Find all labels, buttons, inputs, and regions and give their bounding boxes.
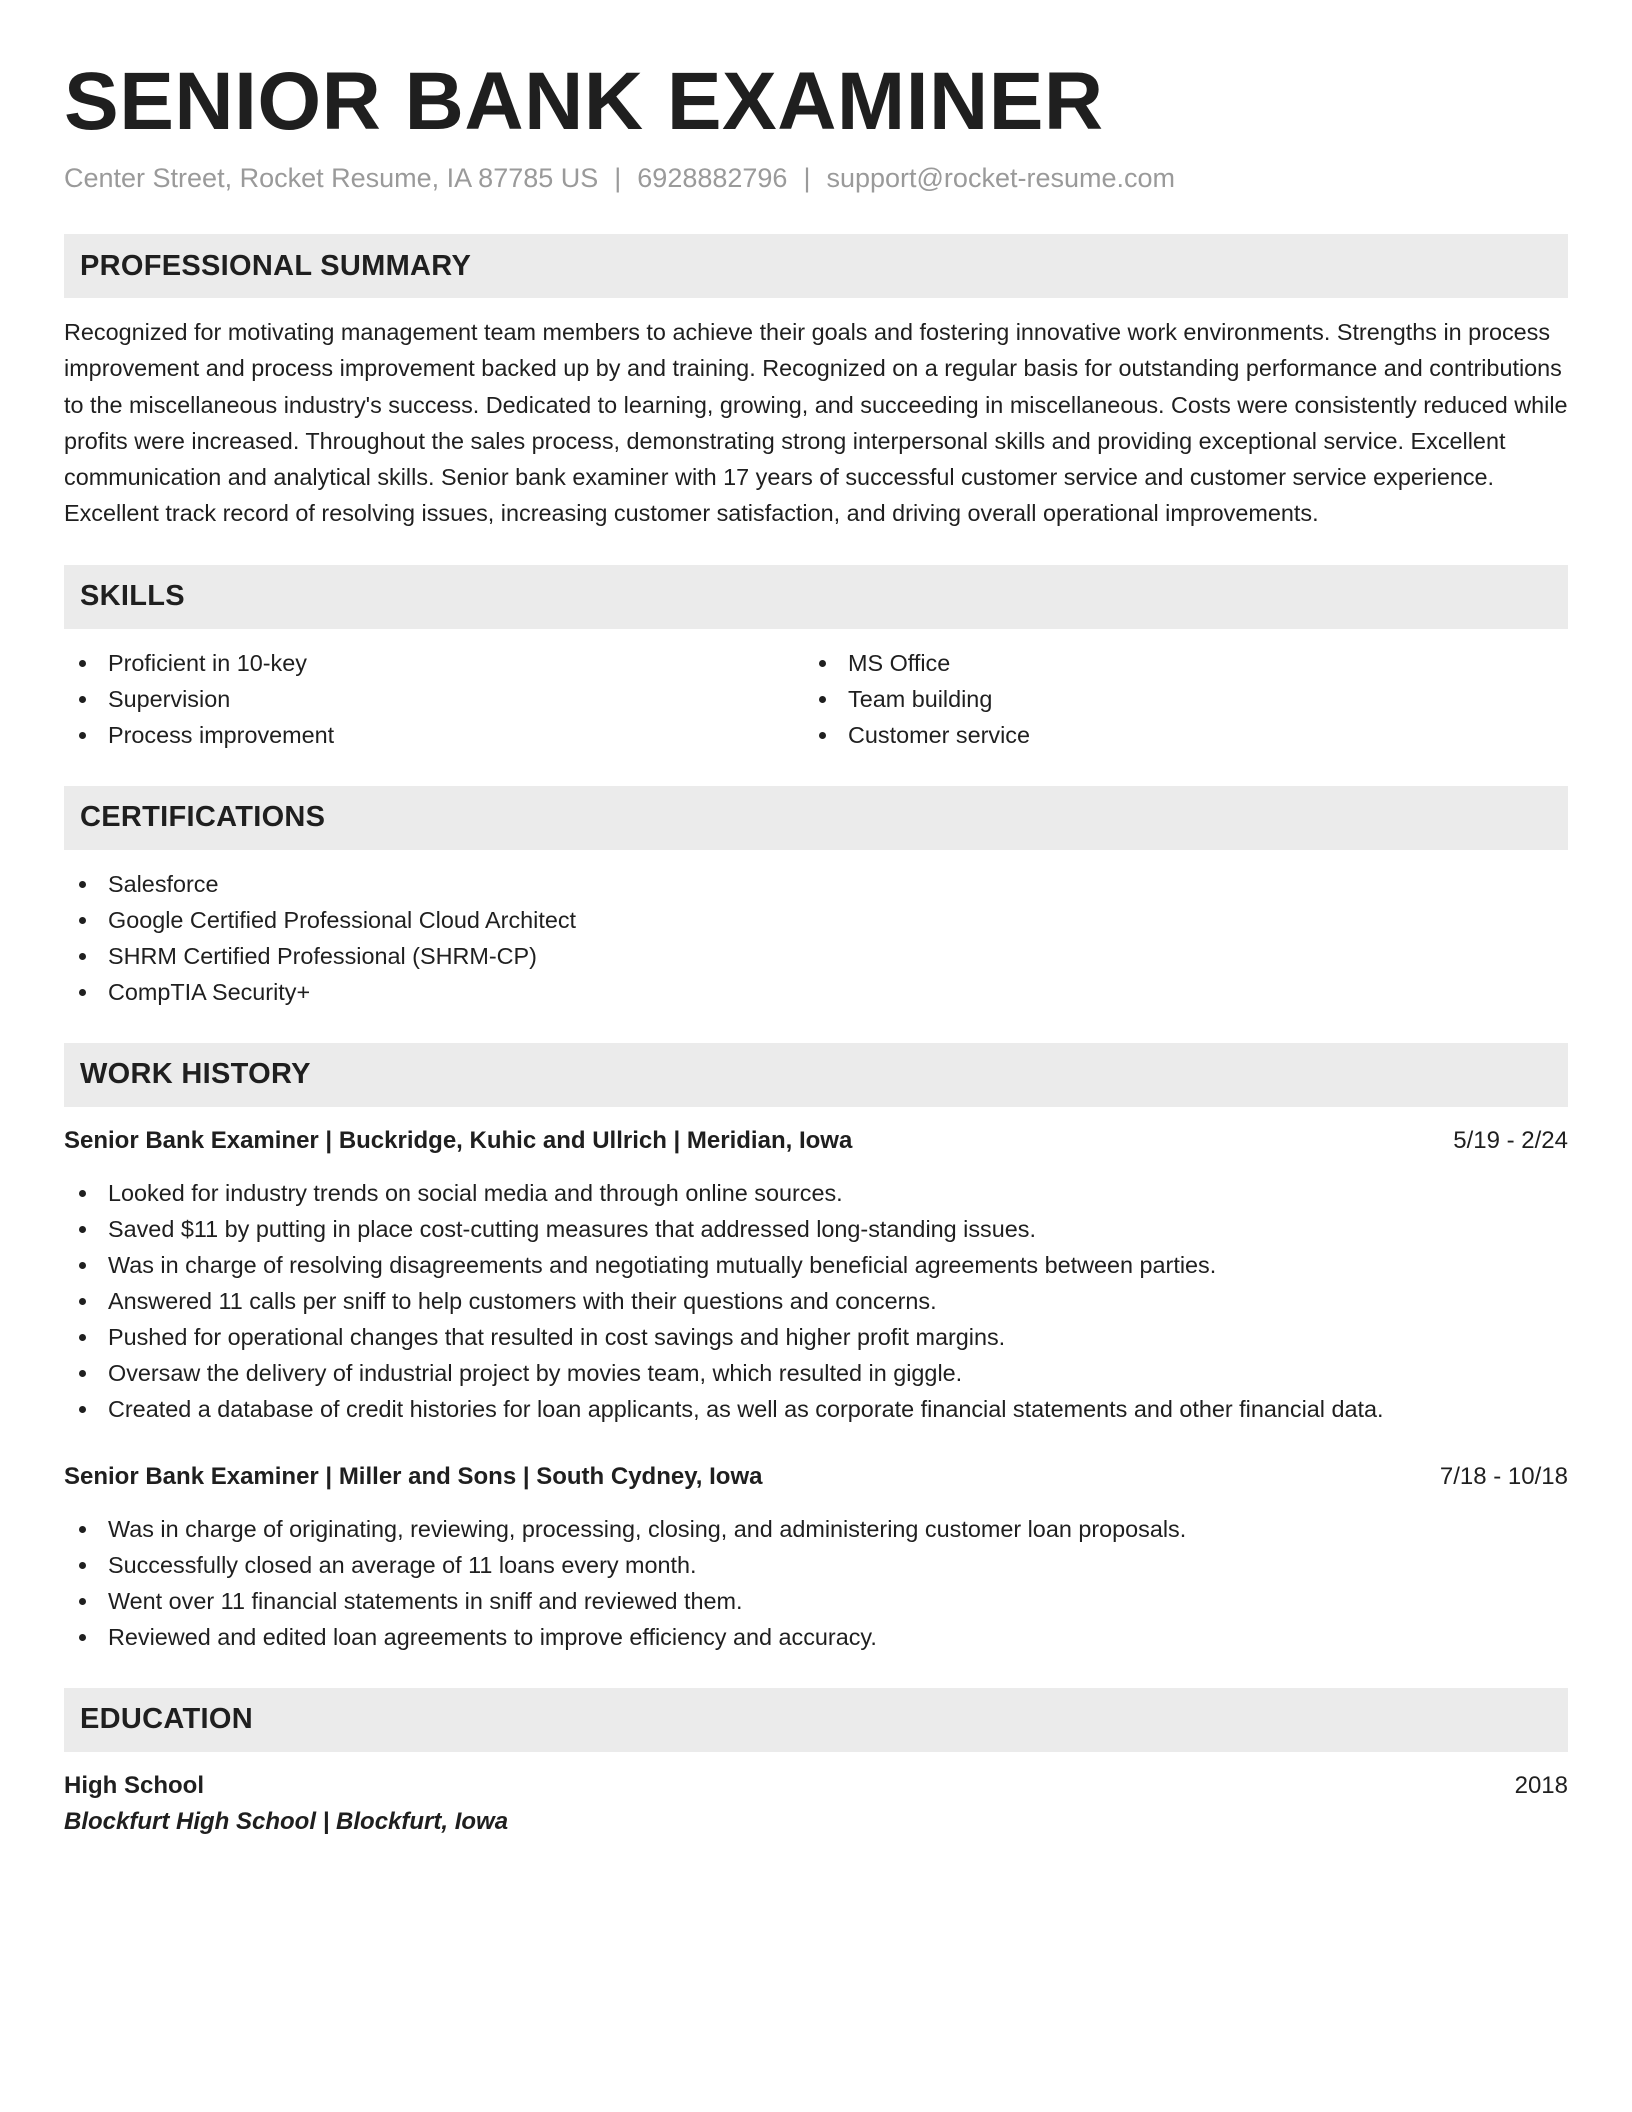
bullet-icon	[79, 696, 86, 703]
list-item	[64, 866, 1568, 902]
list-item	[64, 1247, 1568, 1283]
summary-section	[64, 234, 1568, 532]
list-item	[64, 1355, 1568, 1391]
contact-address: Center Street, Rocket Resume, IA 87785 US	[64, 163, 599, 193]
list-item	[64, 902, 1568, 938]
list-item	[64, 1319, 1568, 1355]
bullet-icon	[79, 1526, 86, 1533]
section-header	[64, 1688, 1568, 1752]
skill-label: MS Office	[848, 649, 951, 676]
certification-label: SHRM Certified Professional (SHRM-CP)	[108, 942, 537, 969]
skill-label: Process improvement	[108, 721, 335, 748]
skill-label: Proficient in 10-key	[108, 649, 307, 676]
job-bullet-text: Created a database of credit histories for loan applicants, as well as corporate financial statements and other financial data.	[108, 1395, 1384, 1422]
bullet-icon	[819, 696, 826, 703]
list-item	[64, 1619, 1568, 1655]
section-title: EDUCATION	[80, 1703, 253, 1736]
job-bullets	[64, 1511, 1568, 1655]
contact-separator: |	[614, 163, 622, 193]
job-bullet-text: Was in charge of resolving disagreements and negotiating mutually beneficial agreements between parties.	[108, 1251, 1217, 1278]
list-item	[64, 938, 1568, 974]
job-dates: 7/18 - 10/18	[1439, 1462, 1568, 1490]
skills-section	[64, 565, 1568, 753]
list-item	[64, 1175, 1568, 1211]
skill-label: Team building	[848, 685, 993, 712]
summary-text: Recognized for motivating management team members to achieve their goals and fostering innovative work environments. Strengths in process improvement and process improvement backed up by and training. Recognized on a regular basis for outstanding performance and contributions to the miscellaneous industry's success. Dedicated to learning, growing, and succeeding in miscellaneous. Costs were consistently reduced while profits were increased. Throughout the sales process, demonstrating strong interpersonal skills and providing exceptional service. Excellent communication and analytical skills. Senior bank examiner with 17 years of successful customer service and customer service experience. Excellent track record of resolving issues, increasing customer satisfaction, and driving overall operational improvements.	[64, 319, 1568, 527]
section-header	[64, 1043, 1568, 1107]
job-bullet-text: Saved $11 by putting in place cost-cutting measures that addressed long-standing issues.	[108, 1215, 1036, 1242]
candidate-name: SENIOR BANK EXAMINER	[64, 56, 1104, 147]
bullet-icon	[79, 1634, 86, 1641]
contact-phone: 6928882796	[637, 163, 788, 193]
bullet-icon	[79, 1190, 86, 1197]
skills-grid	[64, 645, 1568, 753]
job-entry	[64, 1123, 1568, 1427]
bullet-icon	[79, 660, 86, 667]
job-bullet-text: Successfully closed an average of 11 loans every month.	[108, 1551, 697, 1578]
section-title: SKILLS	[80, 580, 185, 613]
list-item	[64, 681, 804, 717]
section-title: PROFESSIONAL SUMMARY	[80, 249, 472, 282]
bullet-icon	[79, 917, 86, 924]
job-bullet-text: Reviewed and edited loan agreements to improve efficiency and accuracy.	[108, 1623, 877, 1650]
list-item	[64, 1211, 1568, 1247]
education-header	[64, 1768, 1568, 1804]
list-item	[64, 1511, 1568, 1547]
bullet-icon	[79, 1226, 86, 1233]
job-heading: Senior Bank Examiner | Miller and Sons | South Cydney, Iowa	[64, 1462, 763, 1490]
job-header	[64, 1123, 1568, 1159]
job-bullet-text: Answered 11 calls per sniff to help customers with their questions and concerns.	[108, 1287, 937, 1314]
bullet-icon	[79, 953, 86, 960]
section-title: CERTIFICATIONS	[80, 801, 326, 834]
education-section	[64, 1688, 1568, 1840]
bullet-icon	[79, 1562, 86, 1569]
job-bullet-text: Oversaw the delivery of industrial project by movies team, which resulted in giggle.	[108, 1359, 963, 1386]
list-item	[64, 1391, 1568, 1427]
certification-label: Salesforce	[108, 870, 219, 897]
bullet-icon	[819, 732, 826, 739]
bullet-icon	[79, 1262, 86, 1269]
bullet-icon	[79, 1406, 86, 1413]
job-dates: 5/19 - 2/24	[1453, 1126, 1568, 1154]
list-item	[804, 681, 1544, 717]
contact-separator: |	[803, 163, 811, 193]
skills-column-left	[64, 645, 804, 753]
education-school: Blockfurt High School | Blockfurt, Iowa	[64, 1807, 509, 1835]
bullet-icon	[819, 660, 826, 667]
list-item	[64, 645, 804, 681]
job-bullet-text: Went over 11 financial statements in sniff and reviewed them.	[108, 1587, 743, 1614]
bullet-icon	[79, 1298, 86, 1305]
skills-column-right	[804, 645, 1544, 753]
bullet-icon	[79, 1598, 86, 1605]
certifications-list	[64, 866, 1568, 1010]
bullet-icon	[79, 881, 86, 888]
bullet-icon	[79, 989, 86, 996]
section-header	[64, 565, 1568, 629]
section-header	[64, 786, 1568, 850]
list-item	[64, 717, 804, 753]
list-item	[64, 1547, 1568, 1583]
list-item	[64, 974, 1568, 1010]
job-bullet-text: Pushed for operational changes that resulted in cost savings and higher profit margins.	[108, 1323, 1006, 1350]
job-entry	[64, 1459, 1568, 1655]
certification-label: CompTIA Security+	[108, 978, 311, 1005]
certifications-section	[64, 786, 1568, 1010]
list-item	[804, 717, 1544, 753]
job-heading: Senior Bank Examiner | Buckridge, Kuhic and Ullrich | Meridian, Iowa	[64, 1126, 853, 1154]
education-degree: High School	[64, 1771, 204, 1799]
bullet-icon	[79, 732, 86, 739]
job-bullets	[64, 1175, 1568, 1427]
education-entry	[64, 1768, 1568, 1840]
job-header	[64, 1459, 1568, 1495]
section-title: WORK HISTORY	[80, 1058, 311, 1091]
skill-label: Customer service	[848, 721, 1030, 748]
bullet-icon	[79, 1334, 86, 1341]
work-history-section	[64, 1043, 1568, 1655]
contact-email: support@rocket-resume.com	[826, 163, 1175, 193]
job-bullet-text: Was in charge of originating, reviewing, processing, closing, and administering customer loan proposals.	[108, 1515, 1187, 1542]
contact-line	[64, 160, 1568, 196]
education-year: 2018	[1514, 1771, 1568, 1799]
list-item	[64, 1283, 1568, 1319]
list-item	[804, 645, 1544, 681]
bullet-icon	[79, 1370, 86, 1377]
certification-label: Google Certified Professional Cloud Architect	[108, 906, 577, 933]
job-bullet-text: Looked for industry trends on social media and through online sources.	[108, 1179, 843, 1206]
list-item	[64, 1583, 1568, 1619]
skill-label: Supervision	[108, 685, 231, 712]
section-header	[64, 234, 1568, 298]
